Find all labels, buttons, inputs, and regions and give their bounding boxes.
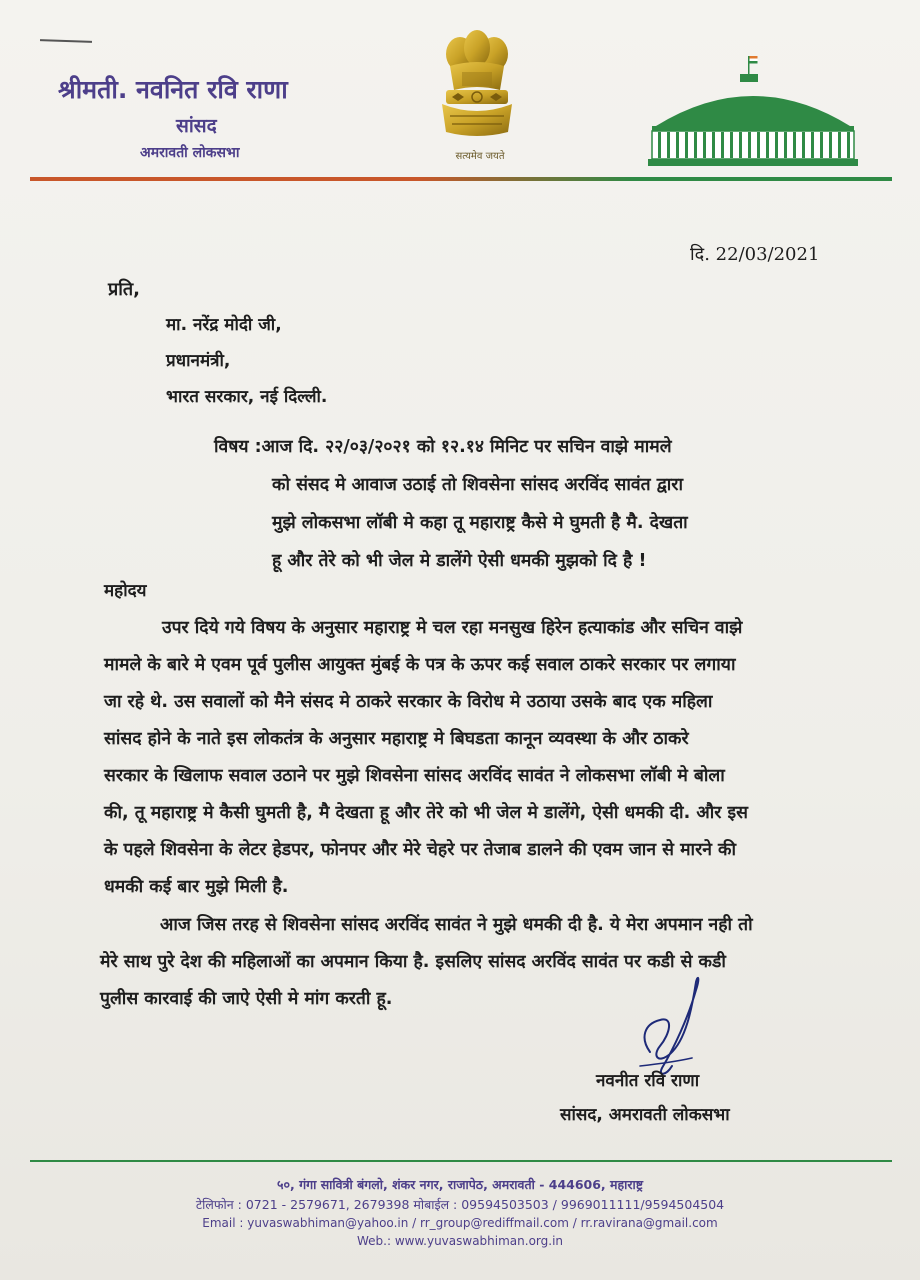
subject-line: को संसद मे आवाज उठाई तो शिवसेना सांसद अरविंद सावंत द्वारा: [272, 475, 683, 495]
subject-line: हू और तेरे को भी जेल मे डालेंगे ऐसी धमकी मुझको दि है !: [272, 551, 647, 571]
body-line: मेरे साथ पुरे देश की महिलाओं का अपमान किया है. इसलिए सांसद अरविंद सावंत पर कडी से कडी: [100, 952, 726, 972]
footer-phone: टेलिफोन : 0721 - 2579671, 2679398 मोबाईल : 09594503503 / 9969011111/9594504504: [195, 1197, 725, 1212]
body-line: सांसद होने के नाते इस लोकतंत्र के अनुसार महाराष्ट्र मे बिघडता कानून व्यवस्था के और ठाकरे: [104, 729, 689, 749]
closing-designation: सांसद, अमरावती लोकसभा: [560, 1105, 730, 1125]
subject-line: विषय :आज दि. २२/०३/२०२१ को १२.१४ मिनिट पर सचिन वाझे मामले: [214, 437, 672, 457]
greeting: महोदय: [104, 581, 147, 601]
ashoka-emblem-icon: [436, 28, 518, 140]
subject-line: मुझे लोकसभा लॉबी मे कहा तू महाराष्ट्र कैसे मे घुमती है मै. देखता: [272, 513, 688, 533]
corner-mark: [40, 39, 92, 43]
footer-web: Web.: www.yuvaswabhiman.org.in: [356, 1234, 564, 1248]
body-line: पुलीस कारवाई की जाऐ ऐसी मे मांग करती हू.: [100, 989, 393, 1009]
parliament-building-icon: [648, 52, 858, 168]
closing-name: नवनीत रवि राणा: [596, 1071, 700, 1091]
sender-name: श्रीमती. नवनित रवि राणा: [58, 75, 288, 104]
body-line: के पहले शिवसेना के लेटर हेडपर, फोनपर और मेरे चेहरे पर तेजाब डालने की एवम जान से मारने की: [104, 840, 737, 860]
recipient-line: प्रधानमंत्री,: [166, 351, 231, 371]
body-line: आज जिस तरह से शिवसेना सांसद अरविंद सावंत ने मुझे धमकी दी है. ये मेरा अपमान नही तो: [160, 915, 753, 935]
recipient-line: मा. नरेंद्र मोदी जी,: [166, 315, 282, 335]
recipient-line: भारत सरकार, नई दिल्ली.: [166, 387, 328, 407]
footer-divider: [30, 1160, 892, 1162]
salutation-prati: प्रति,: [108, 279, 141, 300]
body-line: जा रहे थे. उस सवालों को मैने संसद मे ठाकरे सरकार के विरोध मे उठाया उसके बाद एक महिला: [104, 692, 713, 712]
letter-date: दि. 22/03/2021: [690, 244, 820, 265]
body-line: मामले के बारे मे एवम पूर्व पुलीस आयुक्त मुंबई के पत्र के ऊपर कई सवाल ठाकरे सरकार पर लगाया: [104, 655, 736, 675]
body-line: उपर दिये गये विषय के अनुसार महाराष्ट्र मे चल रहा मनसुख हिरेन हत्याकांड और सचिन वाझे: [162, 618, 743, 638]
body-line: धमकी कई बार मुझे मिली है.: [104, 877, 289, 897]
sender-title: सांसद: [176, 115, 217, 137]
letterhead-divider: [30, 177, 892, 181]
body-line: की, तू महाराष्ट्र मे कैसी घुमती है, मै देखता हू और तेरे को भी जेल मे डालेंगे, ऐसी धमकी दी. और इस: [104, 803, 748, 823]
sender-constituency: अमरावती लोकसभा: [140, 145, 240, 161]
footer-email: Email : yuvaswabhiman@yahoo.in / rr_group@rediffmail.com / rr.ravirana@gmail.com: [202, 1216, 718, 1230]
body-line: सरकार के खिलाफ सवाल उठाने पर मुझे शिवसेना सांसद अरविंद सावंत ने लोकसभा लॉबी मे बोला: [104, 766, 725, 786]
emblem-motto: सत्यमेव जयते: [455, 151, 505, 162]
footer-address: ५०, गंगा सावित्री बंगलो, शंकर नगर, राजापेठ, अमरावती - 444606, महाराष्ट्र: [276, 1177, 644, 1192]
